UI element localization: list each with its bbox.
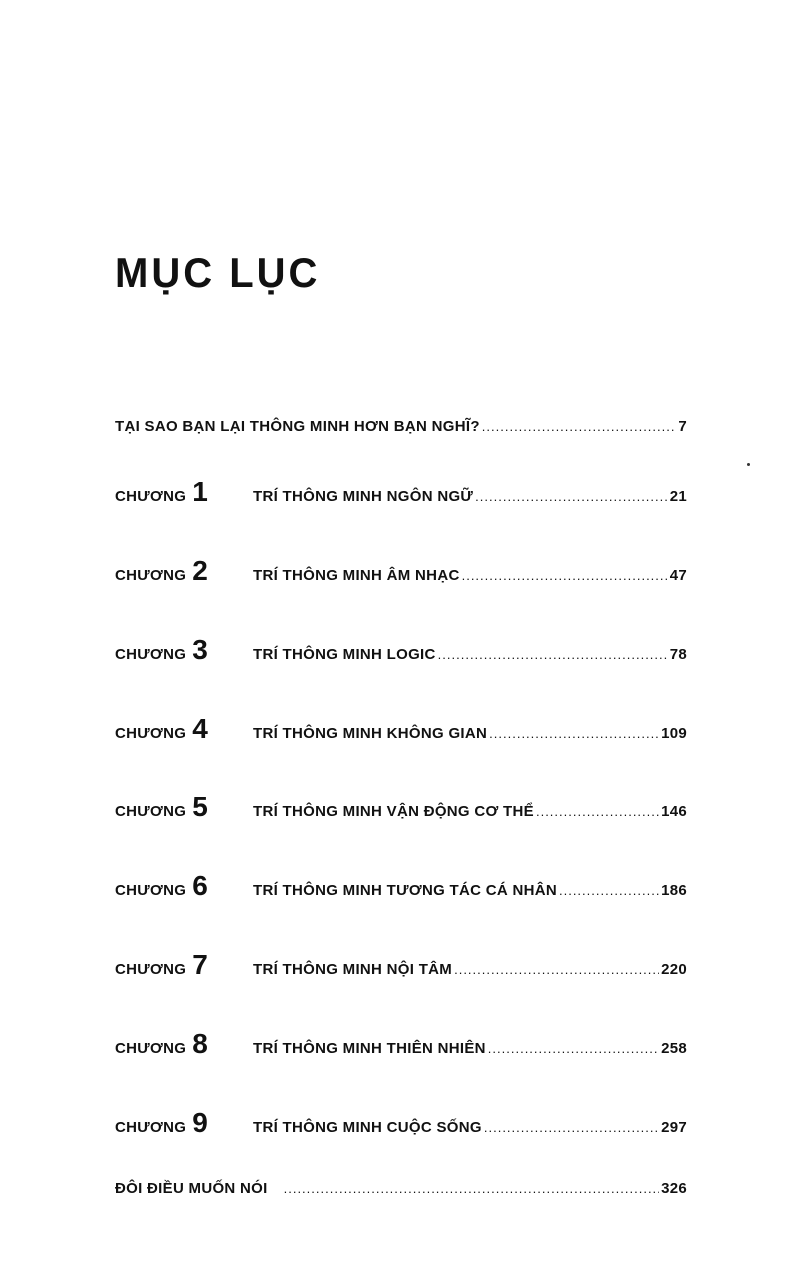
- toc-page-number: 47: [669, 567, 687, 584]
- chapter-label: [115, 636, 253, 664]
- chapter-word: CHƯƠNG: [115, 1119, 187, 1136]
- toc-entry-title: ĐÔI ĐIỀU MUỐN NÓI: [115, 1180, 268, 1197]
- toc-page-number: 326: [661, 1180, 687, 1197]
- toc-page-number: 7: [678, 418, 687, 435]
- toc-page-number: 109: [661, 725, 687, 742]
- toc-entry-title: TRÍ THÔNG MINH VẬN ĐỘNG CƠ THỂ: [253, 803, 534, 820]
- toc-page-number: 186: [661, 882, 687, 899]
- toc-leader: [559, 883, 659, 898]
- toc-row-chapter-8[interactable]: [115, 1030, 687, 1058]
- toc-entry-title: TRÍ THÔNG MINH LOGIC: [253, 646, 436, 663]
- toc-page-number: 146: [661, 803, 687, 820]
- toc-leader: [438, 647, 668, 662]
- toc-row-chapter-2[interactable]: [115, 557, 687, 585]
- toc-leader: [284, 1181, 659, 1196]
- toc-leader: [454, 962, 659, 977]
- chapter-label: [115, 1109, 253, 1137]
- toc-row-chapter-6[interactable]: [115, 872, 687, 900]
- chapter-number: 3: [192, 634, 209, 665]
- chapter-number: 6: [192, 870, 209, 901]
- chapter-label: [115, 872, 253, 900]
- chapter-label: [115, 951, 253, 979]
- toc-page-number: 297: [661, 1119, 687, 1136]
- chapter-word: CHƯƠNG: [115, 803, 187, 820]
- toc-page-number: 21: [669, 488, 687, 505]
- chapter-label: [115, 557, 253, 585]
- toc-row-outro[interactable]: [115, 1180, 687, 1197]
- toc-row-chapter-7[interactable]: [115, 951, 687, 979]
- toc-row-chapter-9[interactable]: [115, 1109, 687, 1137]
- toc-leader: [462, 568, 668, 583]
- chapter-word: CHƯƠNG: [115, 725, 187, 742]
- toc-leader: [482, 419, 677, 434]
- page-title: MỤC LỤC: [115, 250, 321, 297]
- toc-row-chapter-5[interactable]: [115, 793, 687, 821]
- toc-page-number: 258: [661, 1040, 687, 1057]
- toc-entry-title: TẠI SAO BẠN LẠI THÔNG MINH HƠN BẠN NGHĨ?: [115, 418, 480, 435]
- chapter-label: [115, 793, 253, 821]
- toc-page-number: 78: [669, 646, 687, 663]
- chapter-label: [115, 1030, 253, 1058]
- chapter-number: 9: [192, 1107, 209, 1138]
- chapter-word: CHƯƠNG: [115, 961, 187, 978]
- toc-leader: [536, 804, 659, 819]
- chapter-word: CHƯƠNG: [115, 567, 187, 584]
- chapter-number: 4: [192, 713, 209, 744]
- toc-entry-title: TRÍ THÔNG MINH TƯƠNG TÁC CÁ NHÂN: [253, 882, 557, 899]
- chapter-label: [115, 478, 253, 506]
- chapter-number: 1: [192, 476, 209, 507]
- toc-entry-title: TRÍ THÔNG MINH ÂM NHẠC: [253, 567, 460, 584]
- toc-entry-title: TRÍ THÔNG MINH KHÔNG GIAN: [253, 725, 488, 742]
- chapter-word: CHƯƠNG: [115, 646, 187, 663]
- toc-entry-title: TRÍ THÔNG MINH NGÔN NGỮ: [253, 488, 474, 505]
- chapter-word: CHƯƠNG: [115, 882, 187, 899]
- toc-row-intro[interactable]: [115, 418, 687, 435]
- toc-row-chapter-4[interactable]: [115, 715, 687, 743]
- chapter-number: 2: [192, 555, 209, 586]
- toc-page-number: 220: [661, 961, 687, 978]
- chapter-number: 5: [192, 791, 209, 822]
- toc-leader: [475, 489, 668, 504]
- chapter-number: 8: [192, 1028, 209, 1059]
- toc-entry-title: TRÍ THÔNG MINH CUỘC SỐNG: [253, 1119, 482, 1136]
- chapter-word: CHƯƠNG: [115, 488, 187, 505]
- toc-leader: [488, 1041, 659, 1056]
- toc-row-chapter-3[interactable]: [115, 636, 687, 664]
- toc-entry-title: TRÍ THÔNG MINH THIÊN NHIÊN: [253, 1040, 486, 1057]
- toc-leader: [484, 1120, 659, 1135]
- toc-leader: [489, 726, 659, 741]
- toc-entry-title: TRÍ THÔNG MINH NỘI TÂM: [253, 961, 453, 978]
- scan-speck: [747, 463, 750, 466]
- chapter-word: CHƯƠNG: [115, 1040, 187, 1057]
- chapter-number: 7: [192, 949, 209, 980]
- toc-row-chapter-1[interactable]: [115, 478, 687, 506]
- chapter-label: [115, 715, 253, 743]
